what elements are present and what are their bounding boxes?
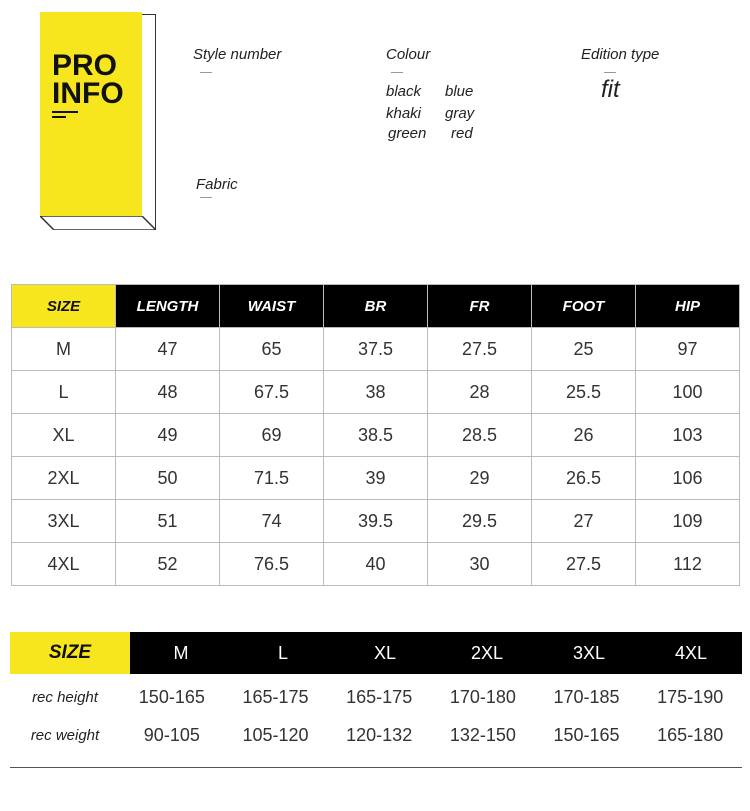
bottom-divider bbox=[10, 767, 742, 768]
pro-info-shelf bbox=[40, 216, 156, 230]
table-cell: 29.5 bbox=[428, 500, 532, 543]
table-cell: 50 bbox=[116, 457, 220, 500]
table-cell: 27 bbox=[532, 500, 636, 543]
table-cell: 29 bbox=[428, 457, 532, 500]
rec-height-label: rec height bbox=[32, 688, 98, 706]
table-row bbox=[12, 543, 740, 586]
table-cell: 65 bbox=[220, 328, 324, 371]
table-cell: 48 bbox=[116, 371, 220, 414]
colour-value: khaki bbox=[386, 105, 422, 122]
table-cell: 100 bbox=[636, 371, 740, 414]
colour-dash bbox=[391, 72, 403, 73]
table-cell: 71.5 bbox=[220, 457, 324, 500]
table-cell: 106 bbox=[636, 457, 740, 500]
table-row bbox=[12, 457, 740, 500]
table-cell: 26 bbox=[532, 414, 636, 457]
table-cell: 4XL bbox=[12, 543, 116, 586]
table-cell: 38 bbox=[324, 371, 428, 414]
table-cell: 37.5 bbox=[324, 328, 428, 371]
table-cell: 52 bbox=[116, 543, 220, 586]
table-cell: 28.5 bbox=[428, 414, 532, 457]
rec-weight-value: 150-165 bbox=[553, 724, 620, 745]
rec-height-value: 170-180 bbox=[449, 686, 516, 707]
table-cell: L bbox=[12, 371, 116, 414]
table-cell: 38.5 bbox=[324, 414, 428, 457]
table-cell: 40 bbox=[324, 543, 428, 586]
table-cell: 67.5 bbox=[220, 371, 324, 414]
rec-header-cell: 2XL bbox=[436, 632, 538, 674]
rec-header-cell: 4XL bbox=[640, 632, 742, 674]
table-cell: 25.5 bbox=[532, 371, 636, 414]
table-row bbox=[12, 371, 740, 414]
table-cell: 28 bbox=[428, 371, 532, 414]
edition-type-value: fit bbox=[601, 76, 620, 103]
rec-height-value: 150-165 bbox=[138, 686, 205, 707]
rec-weight-value: 120-132 bbox=[346, 724, 413, 745]
colour-label: Colour bbox=[386, 46, 431, 63]
rec-height-row bbox=[10, 680, 742, 714]
table-cell: 27.5 bbox=[428, 328, 532, 371]
table-cell: 30 bbox=[428, 543, 532, 586]
pro-info-line2: INFO bbox=[52, 77, 124, 110]
rec-height-value: 170-185 bbox=[553, 686, 620, 707]
table-cell: 25 bbox=[532, 328, 636, 371]
table-row bbox=[12, 414, 740, 457]
table-cell: 49 bbox=[116, 414, 220, 457]
rec-header-cell: 3XL bbox=[538, 632, 640, 674]
rec-height-value: 175-190 bbox=[657, 686, 724, 707]
header-br: BR bbox=[324, 285, 428, 328]
table-cell: 47 bbox=[116, 328, 220, 371]
table-cell: M bbox=[12, 328, 116, 371]
table-cell: 51 bbox=[116, 500, 220, 543]
pro-info-graphic bbox=[40, 12, 160, 232]
rec-header-size: SIZE bbox=[10, 632, 130, 674]
pro-info-title bbox=[52, 49, 124, 110]
size-measurement-table bbox=[11, 284, 740, 586]
header-fr: FR bbox=[428, 285, 532, 328]
rec-table-header bbox=[10, 632, 742, 674]
style-number-dash bbox=[200, 72, 212, 73]
table-cell: 74 bbox=[220, 500, 324, 543]
table-cell: 109 bbox=[636, 500, 740, 543]
edition-type-label: Edition type bbox=[581, 46, 660, 63]
table-cell: 2XL bbox=[12, 457, 116, 500]
colour-value: black bbox=[386, 83, 422, 100]
rec-weight-value: 90-105 bbox=[143, 724, 200, 745]
fabric-dash bbox=[200, 197, 212, 198]
rec-weight-row bbox=[10, 718, 742, 752]
header-waist: WAIST bbox=[220, 285, 324, 328]
edition-type-dash bbox=[604, 72, 616, 73]
colour-value: red bbox=[451, 125, 473, 142]
colour-value: gray bbox=[445, 105, 475, 122]
pro-info-underlines bbox=[52, 111, 78, 121]
rec-weight-value: 165-180 bbox=[657, 724, 724, 745]
table-cell: 69 bbox=[220, 414, 324, 457]
table-cell: 39.5 bbox=[324, 500, 428, 543]
table-cell: 103 bbox=[636, 414, 740, 457]
colour-value: blue bbox=[445, 83, 474, 100]
table-cell: 76.5 bbox=[220, 543, 324, 586]
header-foot: FOOT bbox=[532, 285, 636, 328]
fabric-label: Fabric bbox=[196, 176, 238, 193]
rec-header-cell: M bbox=[130, 632, 232, 674]
header-hip: HIP bbox=[636, 285, 740, 328]
table-cell: 26.5 bbox=[532, 457, 636, 500]
rec-header-cell: L bbox=[232, 632, 334, 674]
table-row bbox=[12, 500, 740, 543]
pro-info-line1: PRO bbox=[52, 49, 118, 82]
table-row bbox=[12, 328, 740, 371]
rec-height-value: 165-175 bbox=[242, 686, 309, 707]
style-number-label: Style number bbox=[193, 46, 282, 63]
rec-header-cell: XL bbox=[334, 632, 436, 674]
table-cell: 97 bbox=[636, 328, 740, 371]
colour-value: green bbox=[388, 125, 427, 142]
header-size: SIZE bbox=[12, 285, 116, 328]
rec-weight-value: 105-120 bbox=[242, 724, 309, 745]
table-header-row bbox=[12, 285, 740, 328]
table-cell: 27.5 bbox=[532, 543, 636, 586]
rec-height-value: 165-175 bbox=[346, 686, 413, 707]
rec-weight-label: rec weight bbox=[30, 726, 100, 744]
rec-weight-value: 132-150 bbox=[449, 724, 516, 745]
header-length: LENGTH bbox=[116, 285, 220, 328]
table-cell: 3XL bbox=[12, 500, 116, 543]
table-cell: 112 bbox=[636, 543, 740, 586]
table-cell: 39 bbox=[324, 457, 428, 500]
table-cell: XL bbox=[12, 414, 116, 457]
